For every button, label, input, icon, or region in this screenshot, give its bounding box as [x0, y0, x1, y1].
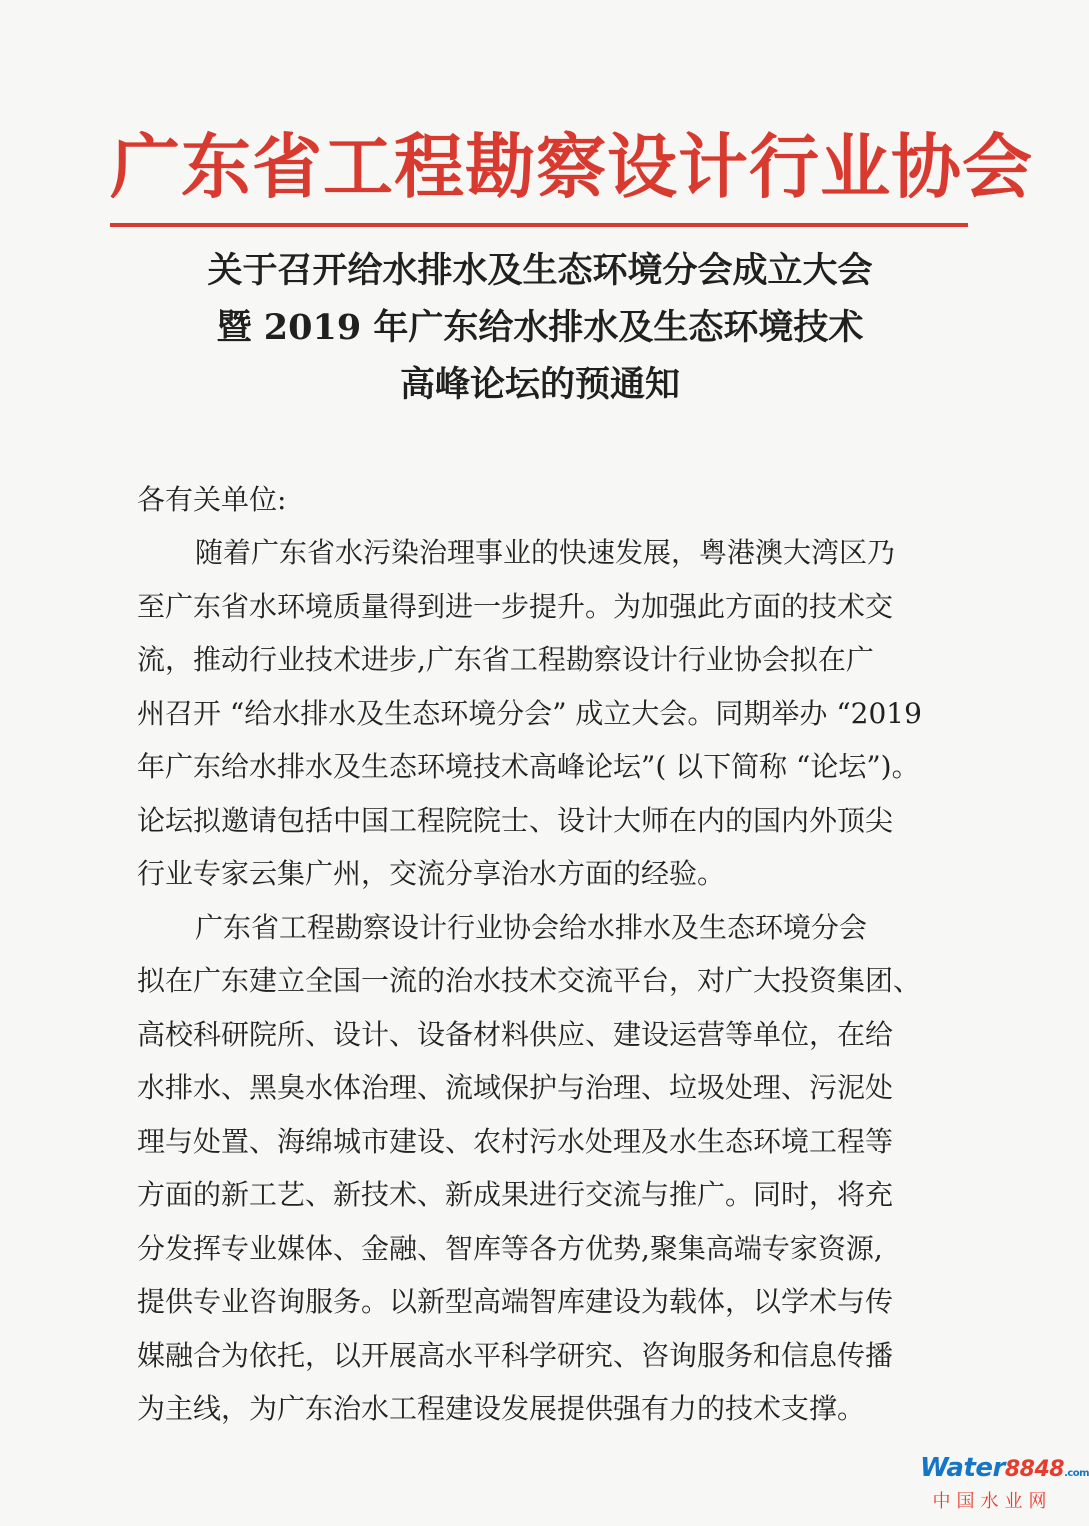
paragraph-1-line: 州召开 “给水排水及生态环境分会” 成立大会。同期举办 “2019	[137, 696, 922, 730]
organization-letterhead: 广东省工程勘察设计行业协会	[110, 125, 1033, 208]
watermark-brand-suffix: .com	[1064, 1468, 1089, 1479]
paragraph-2-line: 分发挥专业媒体、金融、智库等各方优势,聚集高端专家资源,	[137, 1231, 883, 1265]
paragraph-2-line: 提供专业咨询服务。以新型高端智库建设为载体，以学术与传	[137, 1285, 894, 1318]
paragraph-2-line: 拟在广东建立全国一流的治水技术交流平台，对广大投资集团、	[137, 964, 922, 997]
paragraph-1-line: 流，推动行业技术进步,广东省工程勘察设计行业协会拟在广	[137, 643, 874, 676]
paragraph-2-line: 方面的新工艺、新技术、新成果进行交流与推广。同时，将充	[137, 1178, 894, 1211]
watermark-brand-number: 8848	[1004, 1457, 1065, 1482]
document-title	[90, 242, 990, 413]
paragraph-2-line: 媒融合为依托，以开展高水平科学研究、咨询服务和信息传播	[137, 1338, 894, 1372]
notice-body	[137, 526, 937, 1436]
watermark-brand	[920, 1452, 1089, 1490]
watermark-brand-text: Water	[920, 1453, 1005, 1483]
water8848-watermark-logo	[920, 1452, 1089, 1514]
paragraph-2-line: 理与处置、海绵城市建设、农村污水处理及水生态环境工程等	[137, 1124, 894, 1158]
title-line-2: 暨 2019 年广东给水排水及生态环境技术	[216, 307, 864, 348]
paragraph-1-line: 论坛拟邀请包括中国工程院院士、设计大师在内的国内外顶尖	[137, 803, 894, 837]
paragraph-1-line: 随着广东省水污染治理事业的快速发展，粤港澳大湾区乃	[195, 536, 896, 569]
paragraph-2-line: 广东省工程勘察设计行业协会给水排水及生态环境分会	[195, 910, 868, 944]
watermark-tagline: 中国水业网	[932, 1491, 1053, 1512]
paragraph-2-line: 水排水、黑臭水体治理、流域保护与治理、垃圾处理、污泥处	[137, 1071, 894, 1104]
title-line-3: 高峰论坛的预通知	[399, 364, 680, 405]
paragraph-1-line: 年广东给水排水及生态环境技术高峰论坛”( 以下简称 “论坛”)。	[137, 750, 920, 783]
letterhead-red-rule	[110, 223, 968, 227]
paragraph-2-line: 高校科研院所、设计、设备材料供应、建设运营等单位，在给	[137, 1017, 894, 1051]
paragraph-1-line: 行业专家云集广州，交流分享治水方面的经验。	[137, 857, 726, 890]
title-line-1: 关于召开给水排水及生态环境分会成立大会	[207, 250, 873, 291]
paragraph-2-line: 为主线，为广东治水工程建设发展提供强有力的技术支撑。	[137, 1392, 866, 1425]
salutation: 各有关单位:	[137, 483, 287, 516]
paragraph-1-line: 至广东省水环境质量得到进一步提升。为加强此方面的技术交	[137, 589, 894, 623]
